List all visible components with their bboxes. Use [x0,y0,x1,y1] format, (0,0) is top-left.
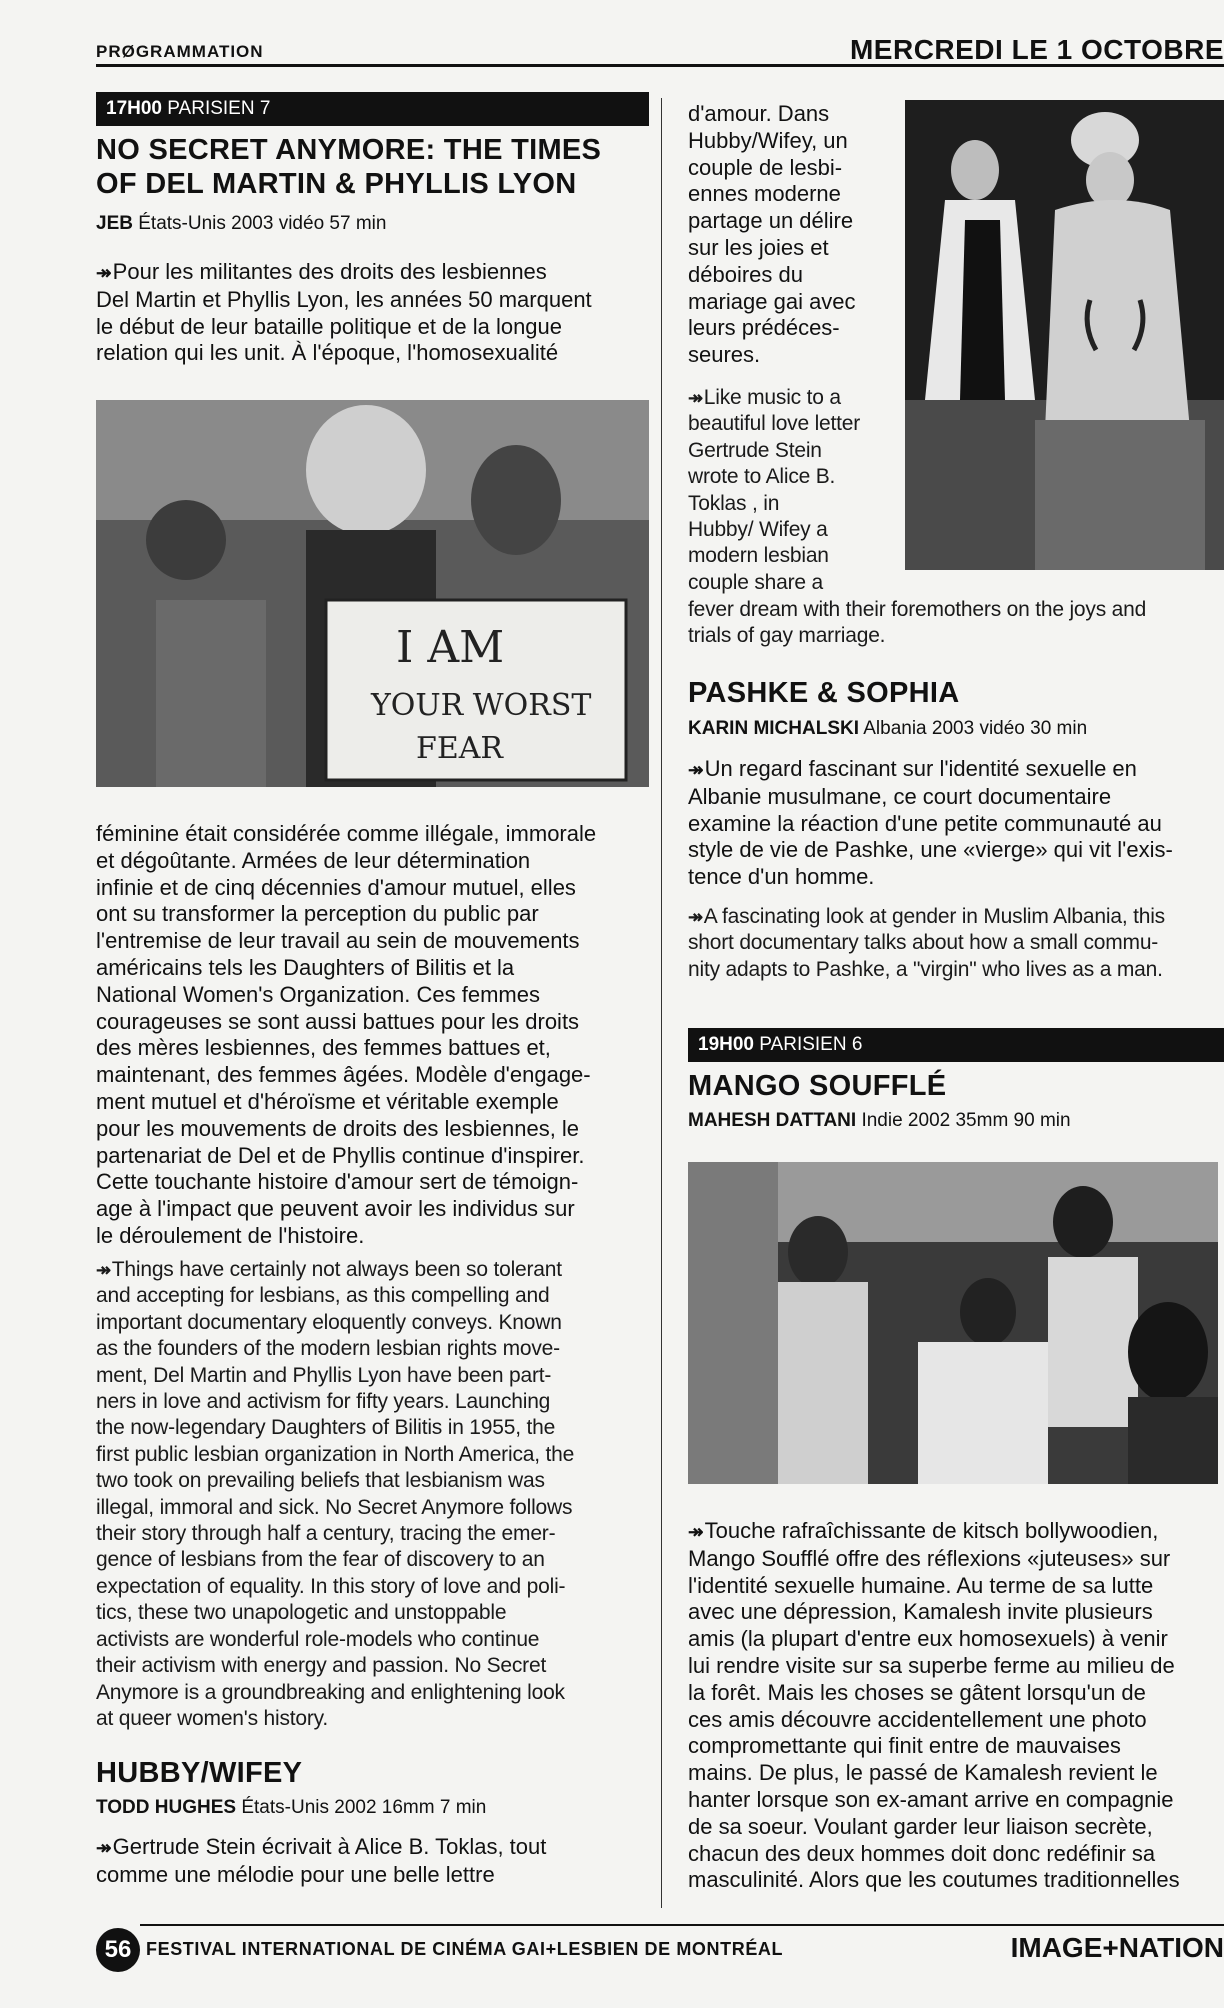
text-line: important documentary eloquently conveys. Known [96,1310,562,1334]
film-still-violin-back [905,100,1224,570]
film-details: Albania 2003 vidéo 30 min [863,718,1088,739]
text-line: Del Martin et Phyllis Lyon, les années 50 marquent [96,286,592,312]
text-line: the now-legendary Daughters of Bilitis in 1955, the [96,1416,556,1440]
film-still-protest [96,400,649,787]
text-line: mains. De plus, le passé de Kamalesh revient le [688,1760,1158,1786]
text-line: Hubby/ Wifey a [688,518,828,542]
eye-marker-icon: ↠ [96,1260,111,1280]
film-credit-hubby-wifey [96,1797,486,1819]
film-title-no-secret-anymore: NO SECRET ANYMORE: THE TIMES OF DEL MARTIN & PHYLLIS LYON [96,134,602,200]
eye-marker-icon: ↠ [96,1837,112,1858]
text-line: partenariat de Del et de Phyllis continue d'inspirer. [96,1142,585,1168]
text-line: le début de leur bataille politique et de la longue [96,313,563,339]
director: MAHESH DATTANI [688,1110,857,1131]
text-line: as the founders of the modern lesbian rights move- [96,1337,560,1361]
text-line: et dégoûtante. Armées de leur détermination [96,847,531,873]
text-line: seures. [688,342,761,368]
text-line: la forêt. Mais les choses se gâtent lorsqu'un de [688,1679,1146,1705]
text-line: ennes moderne [688,181,841,207]
text-line: ment, Del Martin and Phyllis Lyon have been part- [96,1363,552,1387]
director: TODD HUGHES [96,1797,237,1818]
text-line: de sa soeur. Voulant garder leur liaison secrète, [688,1813,1153,1839]
text-line: tics, these two unapologetic and unstoppable [96,1601,507,1625]
text-line: National Women's Organization. Ces femmes [96,981,540,1007]
film-credit-no-secret-anymore [96,213,386,235]
screening-bar-2 [688,1028,1224,1062]
text-line: Albanie musulmane, ce court documentaire [688,783,1112,809]
text-line: le déroulement de l'histoire. [96,1222,365,1248]
text-line: couple de lesbi- [688,154,843,180]
text-line: ont su transformer la perception du public par [96,901,539,927]
text-line: beautiful love letter [688,412,861,436]
text-line: ↠A fascinating look at gender in Muslim Albania, this [688,905,1165,928]
film-title-hubby-wifey: HUBBY/WIFEY [96,1757,303,1789]
text-line: ↠Un regard fascinant sur l'identité sexuelle en [688,756,1137,781]
text-line: Cette touchante histoire d'amour sert de témoign- [96,1169,579,1195]
text-line: ↠Like music to a [688,386,841,409]
text-line: des mères lesbiennes, des femmes battues et, [96,1035,551,1061]
text-line: gence of lesbians from the fear of discovery to an [96,1548,545,1572]
text-line: courageuses se sont aussi battues pour les droits [96,1008,580,1034]
text-line: style de vie de Pashke, une «vierge» qui vit l'exis- [688,837,1173,863]
text-line: relation qui les unit. À l'époque, l'homosexualité [96,340,559,366]
text-line: trials of gay marriage. [688,624,886,648]
director: KARIN MICHALSKI [688,718,859,739]
film-details: États-Unis 2003 vidéo 57 min [138,213,387,234]
french-synopsis-bottom [96,821,656,1250]
text-line: their story through half a century, tracing the emer- [96,1522,556,1546]
text-line: Gertrude Stein [688,438,822,462]
text-line: partage un délire [688,208,854,234]
screening-time: 19H00 [698,1034,754,1055]
text-line: sur les joies et [688,234,829,260]
screening-venue: PARISIEN 6 [759,1034,863,1055]
text-line: examine la réaction d'une petite communauté au [688,810,1162,836]
film-details: Indie 2002 35mm 90 min [861,1110,1071,1131]
english-synopsis-pashke-sophia [688,904,1224,983]
text-line: pour les mouvements de droits des lesbiennes, le [96,1115,580,1141]
english-synopsis-hubby-wifey-narrow [688,385,903,596]
french-synopsis-hubby-wifey-start [96,1834,656,1889]
text-line: masculinité. Alors que les coutumes traditionnelles [688,1867,1180,1893]
text-line: compromettante qui finit entre de mauvaises [688,1733,1121,1759]
eye-marker-icon: ↠ [688,759,704,780]
text-line: their activism with energy and passion. No Secret [96,1654,547,1678]
text-line: illegal, immoral and sick. No Secret Anymore follows [96,1495,573,1519]
text-line: maintenant, des femmes âgées. Modèle d'engage- [96,1062,591,1088]
text-line: infinie et de cinq décennies d'amour mutuel, elles [96,874,576,900]
text-line: chacun des deux hommes doit donc redéfinir sa [688,1840,1156,1866]
screening-time: 17H00 [106,98,162,119]
french-synopsis-hubby-wifey-end [688,101,903,369]
director: JEB [96,213,133,234]
film-details: États-Unis 2002 16mm 7 min [241,1797,487,1818]
french-synopsis-mango-souffle [688,1518,1224,1894]
eye-marker-icon: ↠ [96,262,112,283]
screening-venue: PARISIEN 7 [167,98,271,119]
sign-text-1: I AM [396,622,505,673]
text-line: avec une dépression, Kamalesh invite plusieurs [688,1599,1153,1625]
text-line: l'identité sexuelle humaine. Au terme de sa lutte [688,1572,1154,1598]
brand-name: IMAGE+NATION [1010,1932,1224,1963]
text-line: mariage gai avec [688,288,856,314]
text-line: modern lesbian [688,544,829,568]
english-synopsis-hubby-wifey-wide [688,597,1218,650]
text-line: lui rendre visite sur sa superbe ferme au milieu de [688,1652,1175,1678]
page-number: 56 [96,1928,140,1972]
text-line: activists are wonderful role-models who continue [96,1627,540,1651]
text-line: at queer women's history. [96,1706,329,1730]
text-line: two took on prevailing beliefs that lesbianism was [96,1469,545,1493]
page-date: MERCREDI LE 1 OCTOBRE [849,34,1224,65]
text-line: wrote to Alice B. [688,465,836,489]
text-line: Mango Soufflé offre des réflexions «juteuses» sur [688,1545,1171,1571]
film-still-mango-souffle [688,1162,1218,1484]
text-line: ↠Things have certainly not always been so tolerant [96,1258,562,1281]
section-label: PRØGRAMMATION [96,42,264,61]
english-synopsis-no-secret-anymore [96,1257,656,1732]
text-line: ment mutuel et d'héroïsme et véritable exemple [96,1088,559,1114]
text-line: ↠Touche rafraîchissante de kitsch bollywoodien, [688,1518,1159,1543]
sign-text-3: FEAR [416,731,503,766]
text-line: short documentary talks about how a small commu- [688,931,1159,955]
text-line: ners in love and activism for fifty years. Launching [96,1390,551,1414]
text-line: l'entremise de leur travail au sein de mouvements [96,928,580,954]
text-line: amis (la plupart d'entre eux homosexuels) à venir [688,1626,1168,1652]
footer-rule [140,1924,1224,1926]
screening-bar-1 [96,92,649,126]
film-credit-mango-souffle [688,1110,1071,1132]
text-line: ↠Pour les militantes des droits des lesbiennes [96,259,547,284]
text-line: Anymore is a groundbreaking and enlightening look [96,1680,565,1704]
text-line: féminine était considérée comme illégale, immorale [96,821,597,846]
text-line: expectation of equality. In this story of love and poli- [96,1574,566,1598]
text-line: nity adapts to Pashke, a "virgin" who lives as a man. [688,957,1163,981]
text-line: tence d'un homme. [688,864,875,890]
text-line: first public lesbian organization in North America, the [96,1442,575,1466]
text-line: leurs prédéces- [688,315,840,341]
text-line: d'amour. Dans [688,101,830,126]
film-credit-pashke-sophia [688,718,1087,740]
text-line: comme une mélodie pour une belle lettre [96,1861,495,1887]
text-line: hanter lorsque son ex-amant arrive en compagnie [688,1786,1174,1812]
sign-text-2: YOUR WORST [371,688,592,723]
text-line: Hubby/Wifey, un [688,127,848,153]
text-line: fever dream with their foremothers on the joys and [688,598,1147,621]
french-synopsis-top [96,259,656,367]
text-line: age à l'impact que peuvent avoir les individus sur [96,1196,575,1222]
eye-marker-icon: ↠ [688,907,703,927]
text-line: déboires du [688,261,803,287]
text-line: américains tels les Daughters of Bilitis et la [96,954,515,980]
film-title-mango-souffle: MANGO SOUFFLÉ [688,1070,947,1102]
text-line: ces amis découvre accidentellement une photo [688,1706,1147,1732]
french-synopsis-pashke-sophia [688,756,1224,891]
text-line: ↠Gertrude Stein écrivait à Alice B. Toklas, tout [96,1834,547,1859]
column-divider [661,98,662,1908]
eye-marker-icon: ↠ [688,388,703,408]
text-line: Toklas , in [688,491,780,515]
text-line: couple share a [688,570,823,594]
film-title-pashke-sophia: PASHKE & SOPHIA [688,677,960,709]
text-line: and accepting for lesbians, as this compelling and [96,1284,550,1308]
festival-name: FESTIVAL INTERNATIONAL DE CINÉMA GAI+LESBIEN DE MONTRÉAL [146,1939,784,1959]
header-rule [96,64,1224,67]
eye-marker-icon: ↠ [688,1521,704,1542]
